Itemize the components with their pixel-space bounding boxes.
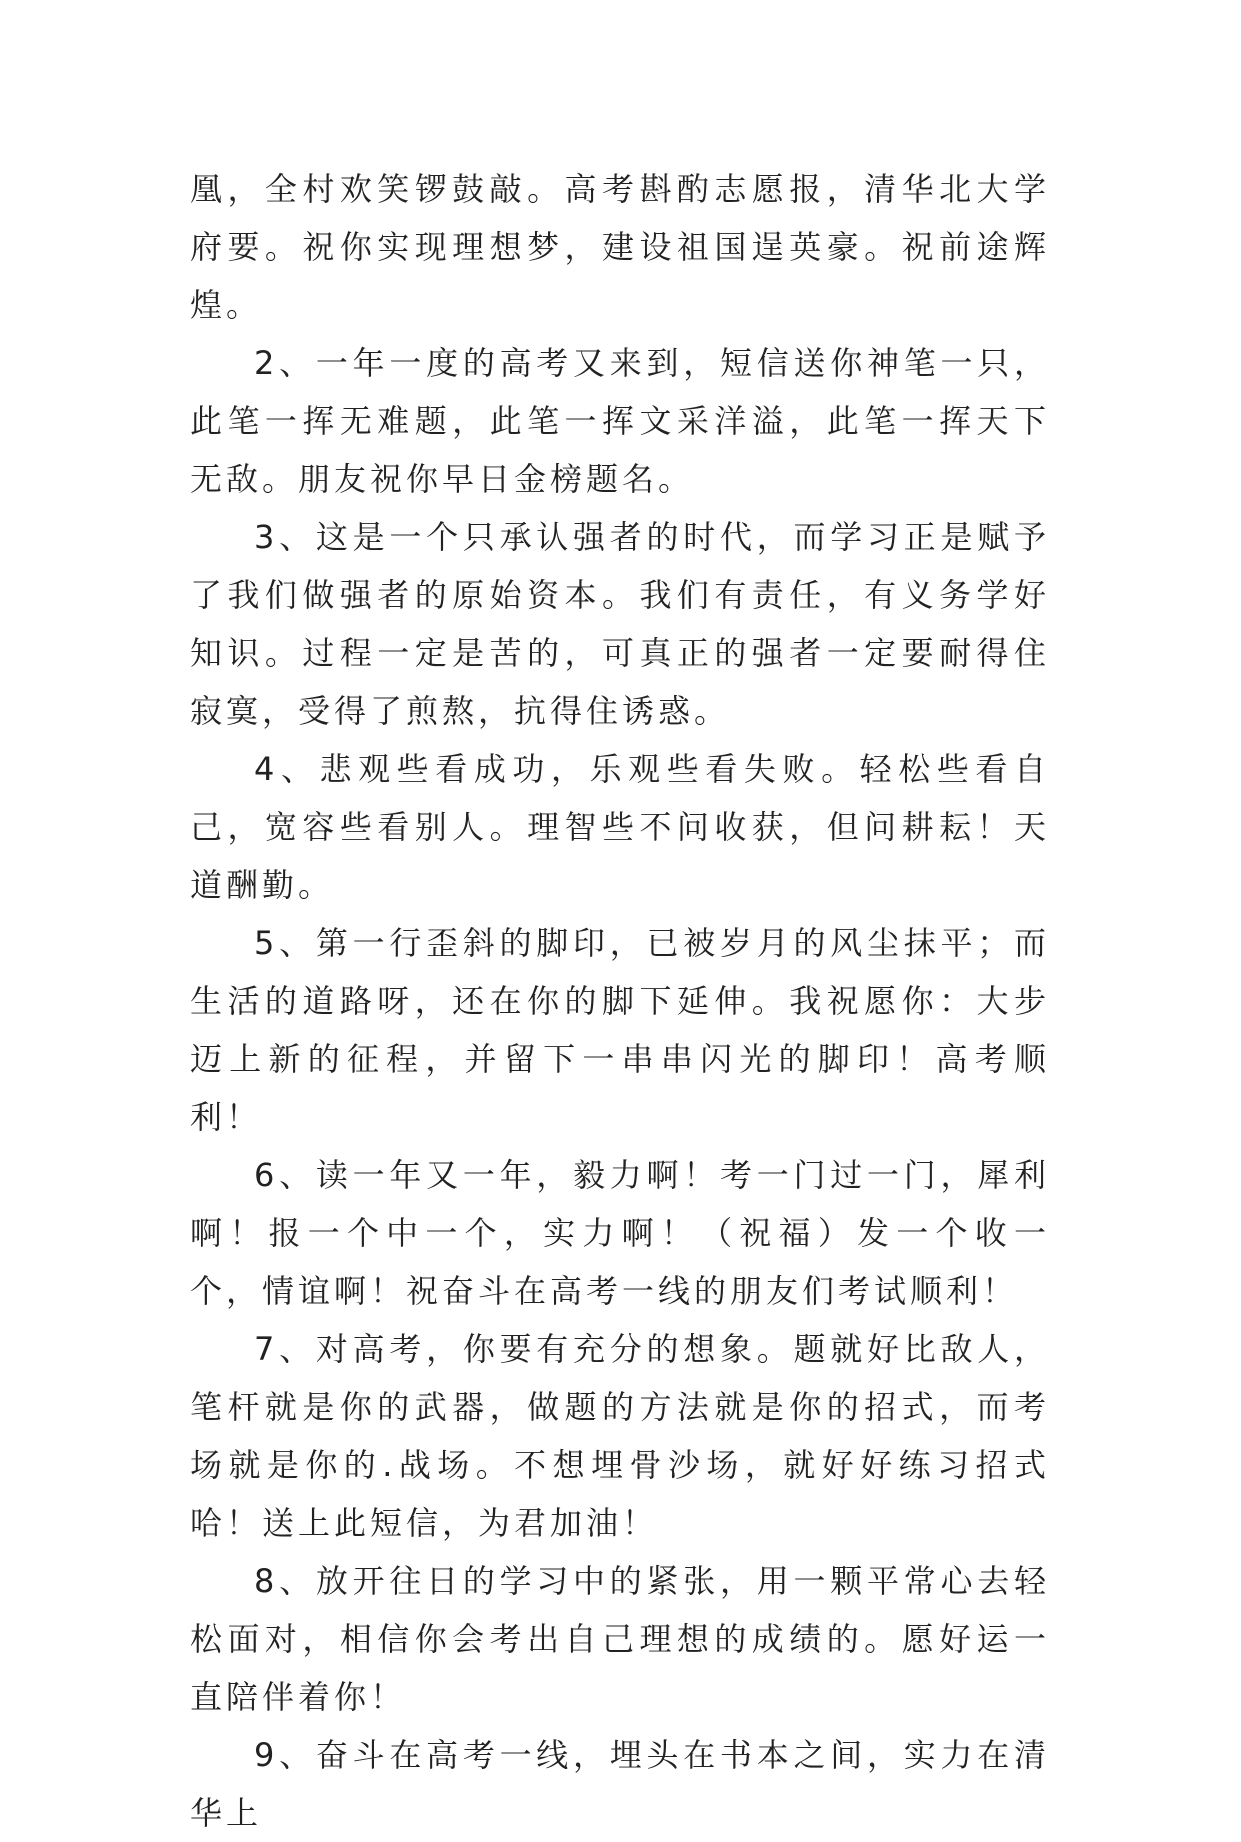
document-body [190, 160, 1050, 1842]
paragraph-4: 4、悲观些看成功，乐观些看失败。轻松些看自己，宽容些看别人。理智些不问收获，但问耕耘！天道酬勤。 [190, 750, 1050, 904]
paragraph-8: 8、放开往日的学习中的紧张，用一颗平常心去轻松面对，相信你会考出自己理想的成绩的。愿好运一直陪伴着你！ [190, 1562, 1050, 1716]
paragraph-9: 9、奋斗在高考一线，埋头在书本之间，实力在清华上 [190, 1736, 1050, 1832]
paragraph-7: 7、对高考，你要有充分的想象。题就好比敌人，笔杆就是你的武器，做题的方法就是你的招式，而考场就是你的.战场。不想埋骨沙场，就好好练习招式哈！送上此短信，为君加油！ [190, 1330, 1050, 1542]
paragraph-2: 2、一年一度的高考又来到，短信送你神笔一只，此笔一挥无难题，此笔一挥文采洋溢，此笔一挥天下无敌。朋友祝你早日金榜题名。 [190, 344, 1050, 498]
paragraph-6: 6、读一年又一年，毅力啊！考一门过一门，犀利啊！报一个中一个，实力啊！（祝福）发一个收一个，情谊啊！祝奋斗在高考一线的朋友们考试顺利！ [190, 1156, 1050, 1310]
paragraph-3: 3、这是一个只承认强者的时代，而学习正是赋予了我们做强者的原始资本。我们有责任，有义务学好知识。过程一定是苦的，可真正的强者一定要耐得住寂寞，受得了煎熬，抗得住诱惑。 [190, 518, 1050, 730]
paragraph-continued: 凰，全村欢笑锣鼓敲。高考斟酌志愿报，清华北大学府要。祝你实现理想梦，建设祖国逞英豪。祝前途辉煌。 [190, 170, 1050, 324]
paragraph-5: 5、第一行歪斜的脚印，已被岁月的风尘抹平；而生活的道路呀，还在你的脚下延伸。我祝愿你：大步迈上新的征程，并留下一串串闪光的脚印！高考顺利！ [190, 924, 1050, 1136]
